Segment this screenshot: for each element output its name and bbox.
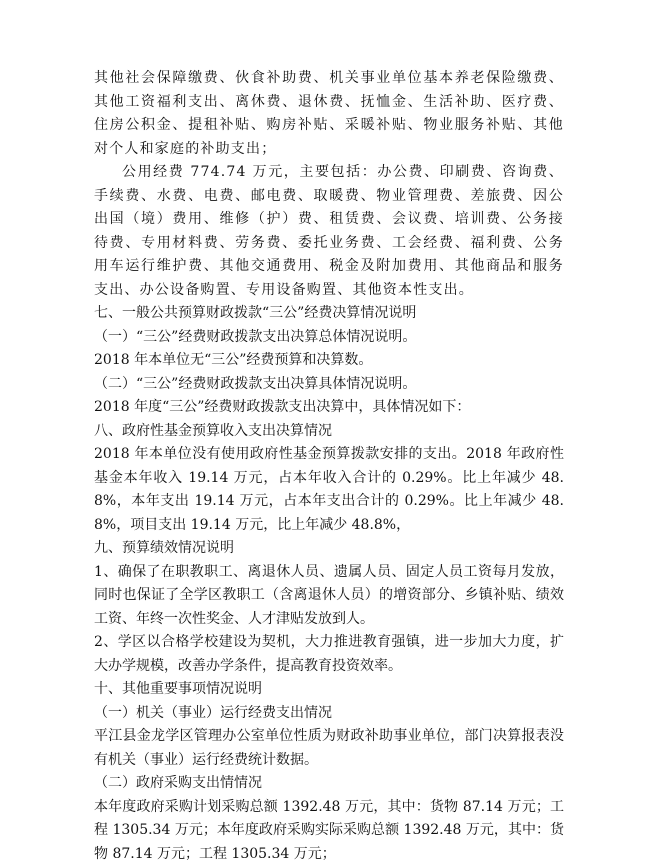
subheading-procurement: （二）政府采购支出情情况 bbox=[94, 772, 564, 796]
paragraph-three-public-details: 2018 年度“三公”经费财政拨款支出决算中，具体情况如下： bbox=[94, 396, 564, 420]
document-page bbox=[94, 67, 564, 866]
paragraph-personnel-expenses: 其他社会保障缴费、伙食补助费、机关事业单位基本养老保险缴费、其他工资福利支出、离休费、退休费、抚恤金、生活补助、医疗费、住房公积金、提租补贴、购房补贴、采暖补贴、物业服务补贴、其他对个人和家庭的补助支出； bbox=[94, 67, 564, 161]
paragraph-procurement: 本年度政府采购计划采购总额 1392.48 万元，其中：货物 87.14 万元；工程 1305.34 万元；本年度政府采购实际采购总额 1392.48 万元，其中：货物 87.14 万元；工程 1305.34 万元； bbox=[94, 796, 564, 866]
section-heading-ten: 十、其他重要事项情况说明 bbox=[94, 678, 564, 702]
subheading-operating-expenses: （一）机关（事业）运行经费支出情况 bbox=[94, 702, 564, 726]
paragraph-no-three-public: 2018 年本单位无“三公”经费预算和决算数。 bbox=[94, 349, 564, 373]
section-heading-seven: 七、一般公共预算财政拨款“三公”经费决算情况说明 bbox=[94, 302, 564, 326]
subheading-overall: （一）“三公”经费财政拨款支出决算总体情况说明。 bbox=[94, 326, 564, 350]
paragraph-operating-expenses: 平江县金龙学区管理办公室单位性质为财政补助事业单位，部门决算报表没有机关（事业）运行经费统计数据。 bbox=[94, 725, 564, 772]
paragraph-performance-2: 2、学区以合格学校建设为契机，大力推进教育强镇，进一步加大力度，扩大办学规模，改善办学条件，提高教育投资效率。 bbox=[94, 631, 564, 678]
paragraph-performance-1: 1、确保了在职教职工、离退休人员、遗属人员、固定人员工资每月发放，同时也保证了全学区教职工（含离退休人员）的增资部分、乡镇补贴、绩效工资、年终一次性奖金、人才津贴发放到人。 bbox=[94, 561, 564, 632]
section-heading-nine: 九、预算绩效情况说明 bbox=[94, 537, 564, 561]
paragraph-government-fund: 2018 年本单位没有使用政府性基金预算拨款安排的支出。2018 年政府性基金本年收入 19.14 万元，占本年收入合计的 0.29%。比上年减少 48.8%，本年支出 19.14 万元，占本年支出合计的 0.29%。比上年减少 48.8%，项目支出 19.14 万元，比上年减少 48.8%， bbox=[94, 443, 564, 537]
paragraph-public-expenses: 公用经费 774.74 万元，主要包括：办公费、印刷费、咨询费、手续费、水费、电费、邮电费、取暖费、物业管理费、差旅费、因公出国（境）费用、维修（护）费、租赁费、会议费、培训费、公务接待费、专用材料费、劳务费、委托业务费、工会经费、福利费、公务用车运行维护费、其他交通费用、税金及附加费用、其他商品和服务支出、办公设备购置、专用设备购置、其他资本性支出。 bbox=[94, 161, 564, 302]
subheading-specific: （二）“三公”经费财政拨款支出决算具体情况说明。 bbox=[94, 373, 564, 397]
section-heading-eight: 八、政府性基金预算收入支出决算情况 bbox=[94, 420, 564, 444]
